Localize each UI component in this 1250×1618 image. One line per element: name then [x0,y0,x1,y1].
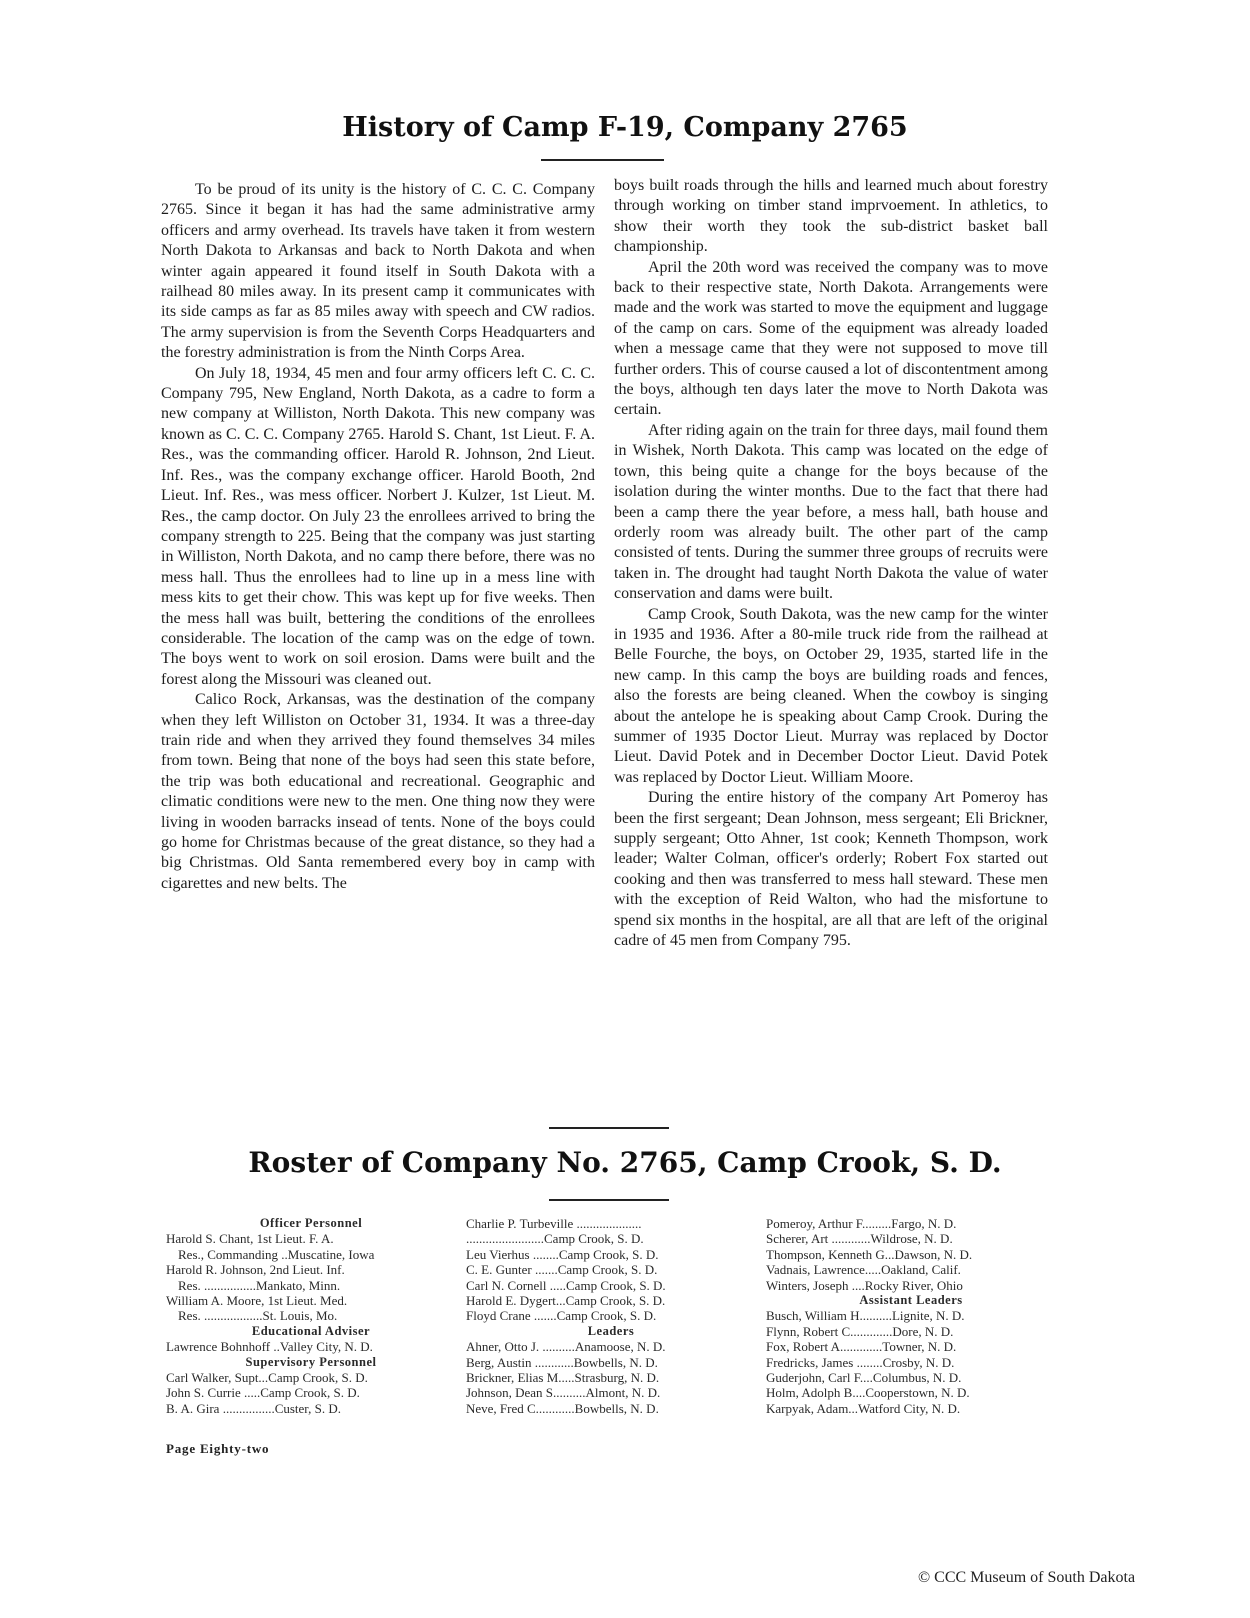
roster-entry: Res. ................Mankato, Minn. [178,1277,341,1293]
roster-entry: Winters, Joseph ....Rocky River, Ohio [766,1277,963,1293]
roster-entry: Harold E. Dygert...Camp Crook, S. D. [466,1293,666,1309]
roster-entry: John S. Currie .....Camp Crook, S. D. [166,1385,360,1401]
copyright-notice: © CCC Museum of South Dakota [918,1569,1136,1586]
roster-entry: ........................Camp Crook, S. D. [466,1231,644,1247]
roster-entry: Harold R. Johnson, 2nd Lieut. Inf. [166,1262,345,1278]
roster-entry: Scherer, Art ............Wildrose, N. D. [766,1231,953,1247]
roster-entry: Leu Vierhus ........Camp Crook, S. D. [466,1246,659,1262]
roster-entry: Flynn, Robert C.............Dore, N. D. [766,1323,954,1339]
history-paragraph: Camp Crook, South Dakota, was the new camp for the winter in 1935 and 1936. After a 80-mile truck ride from the railhead at Belle Fourche, the boys, on October 29, 1935, started life in the new camp. In this camp the boys are building roads and fences, also the forests are being cleaned. When the cowboy is singing about the antelope he is speaking about Camp Crook. During the summer of 1935 Doctor Lieut. Murray was replaced by Doctor Lieut. David Potek and in December Doctor Lieut. David Potek was replaced by Doctor Lieut. William Moore. [614,605,1048,786]
roster-entry: Johnson, Dean S..........Almont, N. D. [466,1385,661,1401]
roster-entry: B. A. Gira ................Custer, S. D. [166,1400,341,1416]
history-paragraph: To be proud of its unity is the history of C. C. C. Company 2765. Since it began it has had the same administrative army officers and army overhead. Its travels have taken it from western North Dakota to Arkansas and back to North Dakota and when winter again appeared it found itself in South Dakota with a railhead 80 miles away. In its present camp it communicates with its side camps as far as 85 miles away with speech and CW radios. The army supervision is from the Seventh Corps Headquarters and the forestry administration is from the Ninth Corps Area. [161,181,595,362]
history-title: History of Camp F-19, Company 2765 [342,112,908,143]
roster-entry: Carl N. Cornell .....Camp Crook, S. D. [466,1277,666,1293]
roster-title: Roster of Company No. 2765, Camp Crook, S. D. [248,1146,1002,1179]
roster-entry: Neve, Fred C............Bowbells, N. D. [466,1400,659,1416]
roster-entry: Busch, William H..........Lignite, N. D. [766,1308,965,1324]
roster-entry: William A. Moore, 1st Lieut. Med. [166,1293,348,1309]
history-paragraph: During the entire history of the company Art Pomeroy has been the first sergeant; Dean Johnson, mess sergeant; Eli Brickner, supply sergeant; Otto Ahner, 1st cook; Kenneth Thompson, work leader; Walter Colman, officer's orderly; Robert Fox started out cooking and then was transferred to mess hall steward. These men with the exception of Reid Walton, who had the misfortune to spend six months in the hospital, are all that are left of the original cadre of 45 men from Company 795. [614,789,1048,950]
roster-entry: Fox, Robert A.............Towner, N. D. [766,1339,957,1355]
roster-section-heading: Leaders [587,1323,635,1338]
roster-entry: Holm, Adolph B....Cooperstown, N. D. [766,1385,970,1401]
roster-entry: Charlie P. Turbeville .................... [466,1216,642,1231]
roster-section-heading: Assistant Leaders [859,1293,963,1308]
roster-title-rule [549,1199,669,1201]
roster-entry: Ahner, Otto J. ..........Anamoose, N. D. [466,1339,666,1355]
history-title-rule [541,159,664,161]
roster-entry: Berg, Austin ............Bowbells, N. D. [466,1354,658,1370]
roster-entry: Karpyak, Adam...Watford City, N. D. [766,1400,961,1416]
roster-section-heading: Supervisory Personnel [245,1354,377,1369]
roster-column-1 [166,1216,456,1416]
history-paragraph-continued: boys built roads through the hills and learned much about forestry through working on timber stand imprvoement. In athletics, to show their worth they took the sub-district basket ball championship. [614,177,1048,256]
roster-entry: Guderjohn, Carl F....Columbus, N. D. [766,1370,962,1386]
roster-top-rule [549,1127,669,1129]
roster-section-heading: Educational Adviser [251,1323,371,1338]
history-paragraph: Calico Rock, Arkansas, was the destination of the company when they left Williston on October 31, 1934. It was a three-day train ride and when they arrived they found themselves 34 miles from town. Being that none of the boys had seen this state before, the trip was both educational and recreational. Geographic and climatic conditions were new to the men. One thing now they were living in wooden barracks insead of tents. None of the boys could go home for Christmas because of the great distance, so they had a big Christmas. Old Santa remembered every boy in camp with cigarettes and new belts. The [161,691,595,892]
roster-entry: Harold S. Chant, 1st Lieut. F. A. [166,1231,334,1247]
roster-entry: C. E. Gunter .......Camp Crook, S. D. [466,1262,658,1278]
history-paragraph: After riding again on the train for three days, mail found them in Wishek, North Dakota. This camp was located on the edge of town, this being quite a change for the boys because of the isolation during the winter months. Due to the fact that there had been a camp there the year before, a mess hall, bath house and orderly room was already built. The other part of the camp consisted of tents. During the summer three groups of recruits were taken in. The drought had taught North Dakota the value of water conservation and dams were built. [614,421,1048,603]
roster-entry: Vadnais, Lawrence.....Oakland, Calif. [766,1262,961,1278]
history-right-column [614,176,1048,951]
roster-entry: Thompson, Kenneth G...Dawson, N. D. [766,1246,973,1262]
history-paragraph: April the 20th word was received the company was to move back to their respective state, North Dakota. Arrangements were made and the work was started to move the equipment and luggage of the camp on cars. Some of the equipment was already loaded when a message came that they were not supposed to move till further orders. This of course caused a lot of discontentment among the boys, although ten days later the move to North Dakota was certain. [614,258,1048,419]
roster-entry: Carl Walker, Supt...Camp Crook, S. D. [166,1370,368,1386]
history-paragraph: On July 18, 1934, 45 men and four army officers left C. C. C. Company 795, New England, North Dakota, as a cadre to form a new company at Williston, North Dakota. This new company was known as C. C. C. Company 2765. Harold S. Chant, 1st Lieut. F. A. Res., was the commanding officer. Harold R. Johnson, 2nd Lieut. Inf. Res., was the company exchange officer. Harold Booth, 2nd Lieut. Inf. Res., was mess officer. Norbert J. Kulzer, 1st Lieut. M. Res., the camp doctor. On July 23 the enrollees arrived to bring the company strength to 225. Being that the company was just starting in Williston, North Dakota, and no camp there before, there was no mess hall. Thus the enrollees had to line up in a mess line with mess kits to get their chow. This was kept up for five weeks. Then the mess hall was built, bettering the conditions of the enrollees considerable. The location of the camp was on the edge of town. The boys went to work on soil erosion. Dams were built and the forest along the Missouri was cleaned out. [161,364,595,688]
roster-entry: Lawrence Bohnhoff ..Valley City, N. D. [166,1339,373,1355]
roster-entry: Floyd Crane .......Camp Crook, S. D. [466,1308,657,1324]
history-left-column [161,180,595,894]
page-number: Page Eighty-two [166,1441,270,1456]
roster-entry: Brickner, Elias M.....Strasburg, N. D. [466,1370,660,1386]
roster-section-heading: Officer Personnel [259,1216,363,1230]
roster-column-3 [766,1216,1056,1416]
roster-entry: Res. ..................St. Louis, Mo. [178,1308,338,1324]
roster-column-2 [466,1216,756,1416]
roster-entry: Pomeroy, Arthur F.........Fargo, N. D. [766,1216,957,1231]
roster-entry: Res., Commanding ..Muscatine, Iowa [178,1246,375,1262]
roster-entry: Fredricks, James ........Crosby, N. D. [766,1354,955,1370]
